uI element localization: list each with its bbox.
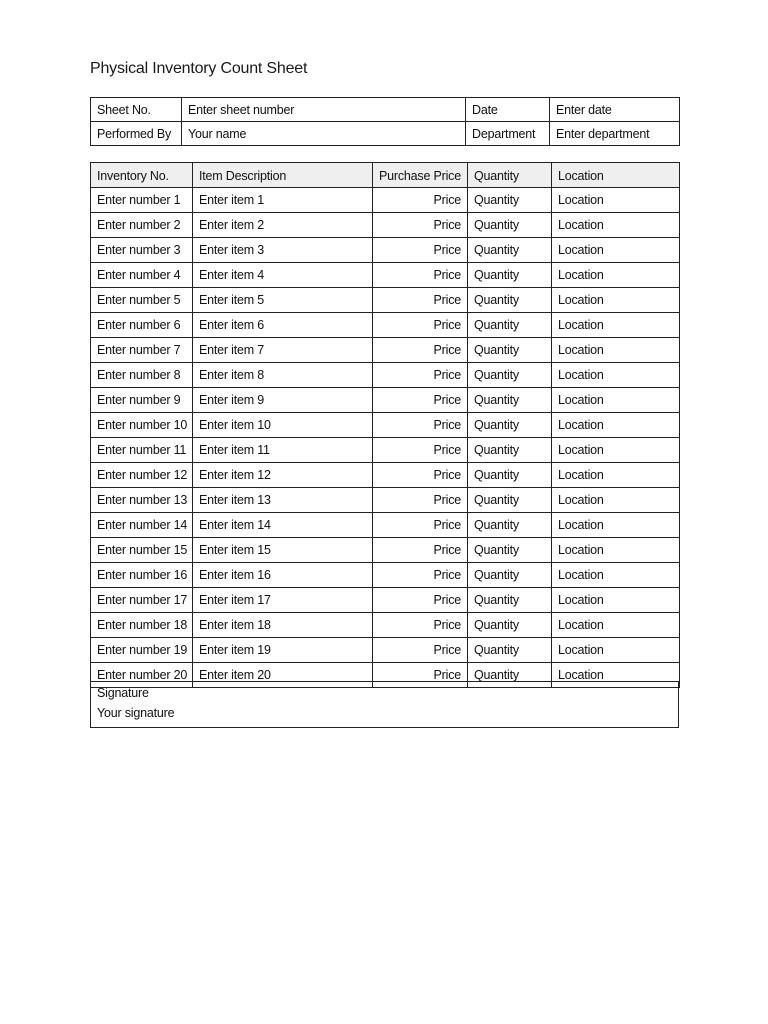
table-row (91, 538, 680, 563)
item-description-field[interactable]: Enter item 14 (193, 513, 373, 538)
location-field[interactable]: Location (552, 363, 680, 388)
inventory-number-field[interactable]: Enter number 12 (91, 463, 193, 488)
purchase-price-field[interactable]: Price (373, 263, 468, 288)
location-field[interactable]: Location (552, 288, 680, 313)
location-field[interactable]: Location (552, 213, 680, 238)
purchase-price-field[interactable]: Price (373, 438, 468, 463)
purchase-price-field[interactable]: Price (373, 538, 468, 563)
table-row (91, 263, 680, 288)
purchase-price-field[interactable]: Price (373, 613, 468, 638)
table-row (91, 213, 680, 238)
item-description-field[interactable]: Enter item 19 (193, 638, 373, 663)
purchase-price-field[interactable]: Price (373, 363, 468, 388)
purchase-price-field[interactable]: Price (373, 413, 468, 438)
location-field[interactable]: Location (552, 613, 680, 638)
quantity-field[interactable]: Quantity (468, 313, 552, 338)
inventory-table-body (91, 188, 680, 688)
inventory-table (90, 162, 680, 688)
location-field[interactable]: Location (552, 188, 680, 213)
inventory-number-field[interactable]: Enter number 9 (91, 388, 193, 413)
quantity-field[interactable]: Quantity (468, 338, 552, 363)
purchase-price-field[interactable]: Price (373, 488, 468, 513)
inventory-number-field[interactable]: Enter number 8 (91, 363, 193, 388)
item-description-field[interactable]: Enter item 13 (193, 488, 373, 513)
quantity-field[interactable]: Quantity (468, 238, 552, 263)
table-row (91, 388, 680, 413)
inventory-number-field[interactable]: Enter number 2 (91, 213, 193, 238)
sheet-info-row (91, 122, 680, 146)
table-row (91, 338, 680, 363)
table-row (91, 188, 680, 213)
inventory-number-field[interactable]: Enter number 14 (91, 513, 193, 538)
inventory-number-field[interactable]: Enter number 11 (91, 438, 193, 463)
table-row (91, 313, 680, 338)
item-description-field[interactable]: Enter item 6 (193, 313, 373, 338)
table-row (91, 413, 680, 438)
inventory-number-field[interactable]: Enter number 17 (91, 588, 193, 613)
performed-by-field[interactable]: Your name (182, 122, 466, 146)
inventory-number-field[interactable]: Enter number 7 (91, 338, 193, 363)
quantity-field[interactable]: Quantity (468, 513, 552, 538)
purchase-price-field[interactable]: Price (373, 663, 468, 688)
quantity-field[interactable]: Quantity (468, 588, 552, 613)
sheet-no-field[interactable]: Enter sheet number (182, 98, 466, 122)
location-field[interactable]: Location (552, 663, 680, 688)
purchase-price-field[interactable]: Price (373, 563, 468, 588)
inventory-number-field[interactable]: Enter number 5 (91, 288, 193, 313)
quantity-field[interactable]: Quantity (468, 463, 552, 488)
signature-label: Signature (97, 686, 149, 700)
inventory-number-field[interactable]: Enter number 1 (91, 188, 193, 213)
location-field[interactable]: Location (552, 588, 680, 613)
table-row (91, 488, 680, 513)
quantity-field[interactable]: Quantity (468, 213, 552, 238)
item-description-field[interactable]: Enter item 1 (193, 188, 373, 213)
column-header-item-description: Item Description (193, 163, 373, 188)
item-description-field[interactable]: Enter item 18 (193, 613, 373, 638)
quantity-field[interactable]: Quantity (468, 263, 552, 288)
purchase-price-field[interactable]: Price (373, 463, 468, 488)
location-field[interactable]: Location (552, 413, 680, 438)
purchase-price-field[interactable]: Price (373, 288, 468, 313)
item-description-field[interactable]: Enter item 15 (193, 538, 373, 563)
location-field[interactable]: Location (552, 263, 680, 288)
inventory-number-field[interactable]: Enter number 20 (91, 663, 193, 688)
location-field[interactable]: Location (552, 488, 680, 513)
inventory-number-field[interactable]: Enter number 6 (91, 313, 193, 338)
department-field[interactable]: Enter department (550, 122, 680, 146)
location-field[interactable]: Location (552, 238, 680, 263)
item-description-field[interactable]: Enter item 9 (193, 388, 373, 413)
item-description-field[interactable]: Enter item 16 (193, 563, 373, 588)
quantity-field[interactable]: Quantity (468, 188, 552, 213)
item-description-field[interactable]: Enter item 20 (193, 663, 373, 688)
quantity-field[interactable]: Quantity (468, 663, 552, 688)
table-row (91, 513, 680, 538)
column-header-location: Location (552, 163, 680, 188)
table-row (91, 288, 680, 313)
purchase-price-field[interactable]: Price (373, 313, 468, 338)
quantity-field[interactable]: Quantity (468, 438, 552, 463)
column-header-quantity: Quantity (468, 163, 552, 188)
signature-field[interactable]: Your signature (97, 706, 175, 720)
table-header-row (91, 163, 680, 188)
purchase-price-field[interactable]: Price (373, 638, 468, 663)
inventory-number-field[interactable]: Enter number 3 (91, 238, 193, 263)
table-row (91, 563, 680, 588)
location-field[interactable]: Location (552, 513, 680, 538)
location-field[interactable]: Location (552, 438, 680, 463)
page-title: Physical Inventory Count Sheet (90, 60, 308, 77)
location-field[interactable]: Location (552, 538, 680, 563)
column-header-inventory-no: Inventory No. (91, 163, 193, 188)
inventory-number-field[interactable]: Enter number 4 (91, 263, 193, 288)
sheet-no-label: Sheet No. (91, 98, 182, 122)
item-description-field[interactable]: Enter item 4 (193, 263, 373, 288)
quantity-field[interactable]: Quantity (468, 538, 552, 563)
item-description-field[interactable]: Enter item 5 (193, 288, 373, 313)
table-row (91, 438, 680, 463)
quantity-field[interactable]: Quantity (468, 488, 552, 513)
quantity-field[interactable]: Quantity (468, 388, 552, 413)
table-row (91, 463, 680, 488)
inventory-number-field[interactable]: Enter number 15 (91, 538, 193, 563)
performed-by-label: Performed By (91, 122, 182, 146)
location-field[interactable]: Location (552, 313, 680, 338)
purchase-price-field[interactable]: Price (373, 213, 468, 238)
purchase-price-field[interactable]: Price (373, 388, 468, 413)
table-row (91, 588, 680, 613)
quantity-field[interactable]: Quantity (468, 363, 552, 388)
table-row (91, 363, 680, 388)
sheet-info-table (90, 97, 680, 146)
purchase-price-field[interactable]: Price (373, 238, 468, 263)
sheet-info-row (91, 98, 680, 122)
purchase-price-field[interactable]: Price (373, 338, 468, 363)
table-row (91, 638, 680, 663)
inventory-number-field[interactable]: Enter number 19 (91, 638, 193, 663)
purchase-price-field[interactable]: Price (373, 188, 468, 213)
quantity-field[interactable]: Quantity (468, 613, 552, 638)
signature-box (90, 681, 679, 728)
item-description-field[interactable]: Enter item 10 (193, 413, 373, 438)
item-description-field[interactable]: Enter item 3 (193, 238, 373, 263)
location-field[interactable]: Location (552, 638, 680, 663)
date-label: Date (466, 98, 550, 122)
quantity-field[interactable]: Quantity (468, 288, 552, 313)
item-description-field[interactable]: Enter item 11 (193, 438, 373, 463)
inventory-number-field[interactable]: Enter number 10 (91, 413, 193, 438)
item-description-field[interactable]: Enter item 7 (193, 338, 373, 363)
quantity-field[interactable]: Quantity (468, 638, 552, 663)
quantity-field[interactable]: Quantity (468, 413, 552, 438)
column-header-purchase-price: Purchase Price (373, 163, 468, 188)
department-label: Department (466, 122, 550, 146)
inventory-number-field[interactable]: Enter number 13 (91, 488, 193, 513)
inventory-number-field[interactable]: Enter number 16 (91, 563, 193, 588)
item-description-field[interactable]: Enter item 17 (193, 588, 373, 613)
quantity-field[interactable]: Quantity (468, 563, 552, 588)
item-description-field[interactable]: Enter item 12 (193, 463, 373, 488)
location-field[interactable]: Location (552, 463, 680, 488)
location-field[interactable]: Location (552, 338, 680, 363)
location-field[interactable]: Location (552, 563, 680, 588)
table-row (91, 613, 680, 638)
purchase-price-field[interactable]: Price (373, 513, 468, 538)
item-description-field[interactable]: Enter item 8 (193, 363, 373, 388)
item-description-field[interactable]: Enter item 2 (193, 213, 373, 238)
location-field[interactable]: Location (552, 388, 680, 413)
inventory-number-field[interactable]: Enter number 18 (91, 613, 193, 638)
table-row (91, 238, 680, 263)
date-field[interactable]: Enter date (550, 98, 680, 122)
purchase-price-field[interactable]: Price (373, 588, 468, 613)
